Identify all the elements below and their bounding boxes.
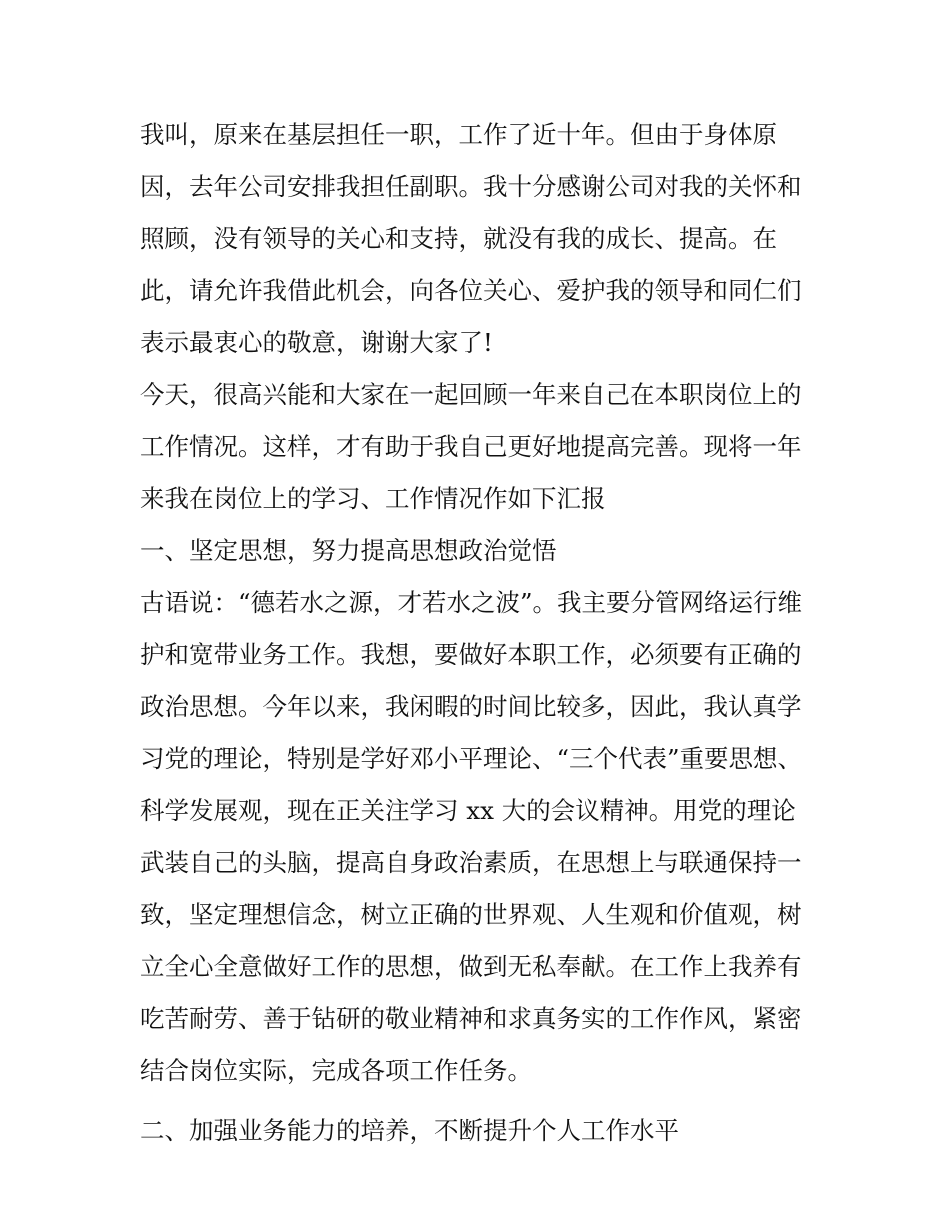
text-line: 习党的理论，特别是学好邓小平理论、“三个代表”重要思想、 (140, 744, 803, 773)
text-line: 立全心全意做好工作的思想，做到无私奉献。在工作上我养有 (140, 952, 802, 981)
text-line: 古语说：“德若水之源，才若水之波”。我主要分管网络运行维 (140, 588, 803, 617)
text-line: 工作情况。这样，才有助于我自己更好地提高完善。现将一年 (140, 432, 802, 461)
text-line: 因，去年公司安排我担任副职。我十分感谢公司对我的关怀和 (140, 172, 802, 201)
text-line: 吃苦耐劳、善于钻研的敬业精神和求真务实的工作作风，紧密 (140, 1004, 802, 1033)
text-line: 护和宽带业务工作。我想，要做好本职工作，必须要有正确的 (140, 640, 802, 669)
text-line: 今天，很高兴能和大家在一起回顾一年来自己在本职岗位上的 (140, 380, 802, 409)
text-line: 我叫，原来在基层担任一职，工作了近十年。但由于身体原 (140, 120, 777, 149)
text-line: 来我在岗位上的学习、工作情况作如下汇报 (140, 484, 606, 513)
text-line: 武装自己的头脑，提高自身政治素质，在思想上与联通保持一 (140, 848, 802, 877)
text-line: 科学发展观，现在正关注学习 xx 大的会议精神。用党的理论 (140, 796, 796, 825)
text-line: 政治思想。今年以来，我闲暇的时间比较多，因此，我认真学 (140, 692, 802, 721)
section-heading-2: 二、加强业务能力的培养，不断提升个人工作水平 (140, 1116, 679, 1145)
text-line: 照顾，没有领导的关心和支持，就没有我的成长、提高。在 (140, 224, 777, 253)
document-body (140, 109, 820, 1157)
section-heading-1: 一、坚定思想，努力提高思想政治觉悟 (140, 536, 557, 565)
text-line: 结合岗位实际，完成各项工作任务。 (140, 1056, 532, 1085)
text-line: 表示最衷心的敬意，谢谢大家了! (140, 328, 493, 357)
text-line: 致，坚定理想信念，树立正确的世界观、人生观和价值观，树 (140, 900, 802, 929)
text-line: 此，请允许我借此机会，向各位关心、爱护我的领导和同仁们 (140, 276, 802, 305)
